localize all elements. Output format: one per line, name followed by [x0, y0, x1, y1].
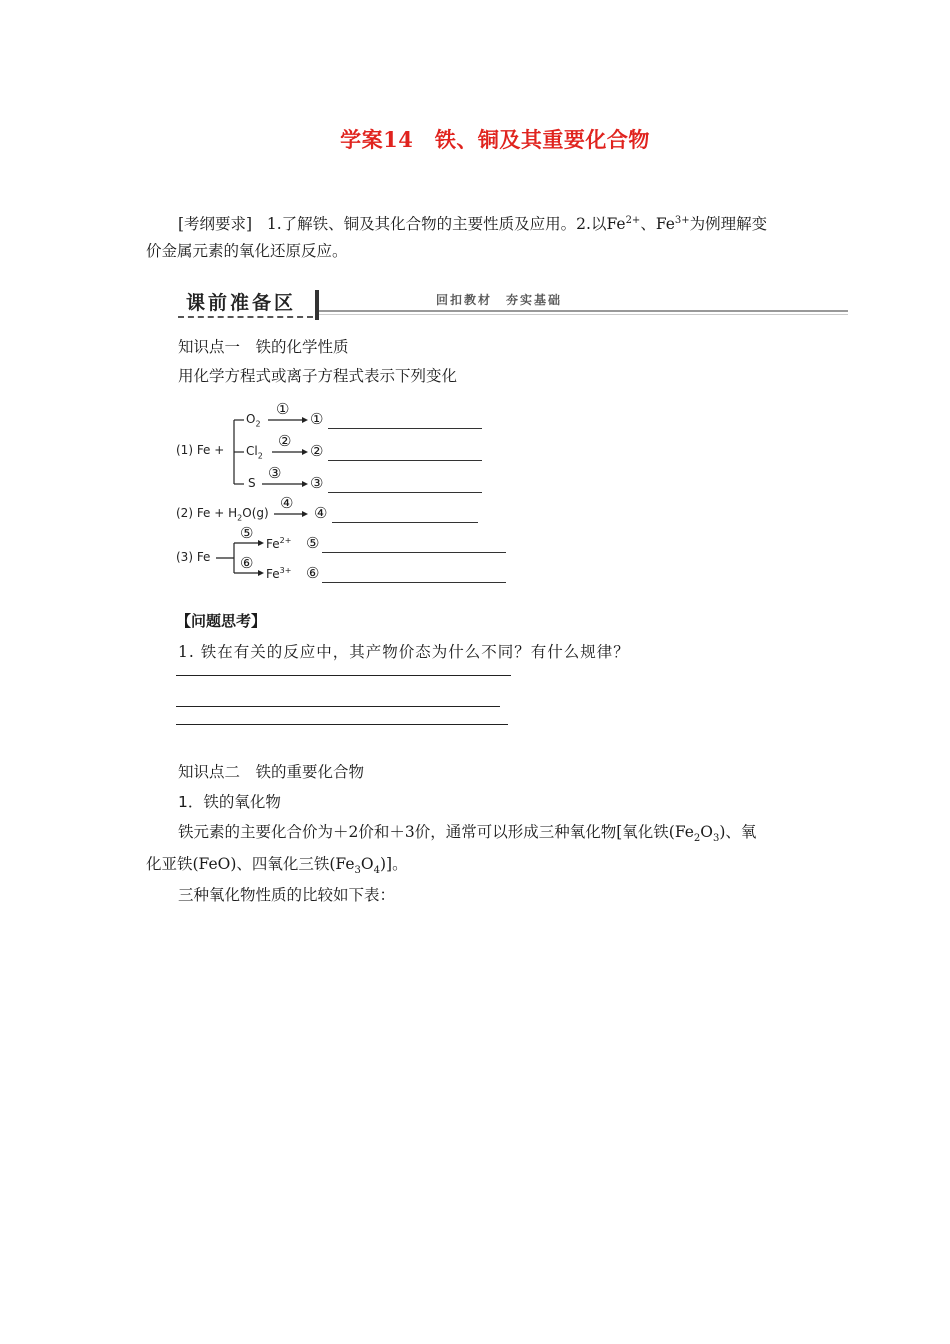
answer-3-marker: ③ [310, 474, 324, 492]
requirements-line-2: 价金属元素的氧化还原反应。 [146, 242, 348, 260]
answer-6-marker: ⑥ [306, 564, 320, 582]
banner-rule-thin [319, 314, 848, 315]
banner-rule [319, 310, 848, 312]
answer-4-marker: ④ [314, 504, 328, 522]
requirements-line-1: [考纲要求] 1.了解铁、铜及其化合物的主要性质及应用。2.以$Fe^{2+}$、$Fe^{3+}$为例理解变 [178, 215, 768, 234]
reagent-s: S [248, 476, 256, 490]
diagram-lines [176, 398, 516, 588]
banner-label: 课前准备区 [178, 288, 313, 318]
question-heading: 【问题思考】 [176, 612, 267, 630]
product-fe3: $Fe^{3+}$ [266, 566, 292, 581]
banner-subtitle: 回扣教材 夯实基础 [436, 293, 563, 307]
arrow-label-2: ② [278, 432, 292, 450]
product-fe2: $Fe^{2+}$ [266, 536, 292, 551]
answer-1-blank[interactable] [328, 428, 482, 429]
answer-1-marker: ① [310, 410, 324, 428]
kp2-paragraph-line-2: 化亚铁(FeO)、四氧化三铁$(Fe_3O_4)$]。 [146, 855, 408, 877]
kp2-heading: 知识点二 铁的重要化合物 [178, 763, 365, 781]
answer-line-3[interactable] [176, 724, 508, 725]
requirements-label: [考纲要求] [178, 215, 253, 234]
reagent-cl2: $Cl_2$ [246, 444, 263, 461]
answer-3-blank[interactable] [328, 492, 482, 493]
arrow-label-5: ⑤ [240, 524, 254, 542]
answer-4-blank[interactable] [332, 522, 478, 523]
arrow-label-4: ④ [280, 494, 294, 512]
kp2-subheading: 1．铁的氧化物 [178, 793, 281, 811]
arrow-label-1: ① [276, 400, 290, 418]
reaction-1-label: (1) Fe + [176, 443, 225, 457]
arrow-label-3: ③ [268, 464, 282, 482]
reaction-2-label: (2) $Fe + H_2O(g)$ [176, 506, 269, 523]
answer-2-marker: ② [310, 442, 324, 460]
reaction-3-label: (3) Fe [176, 550, 211, 564]
page-title: 学案14 铁、铜及其重要化合物 [340, 127, 650, 152]
kp2-paragraph-line-1: 铁元素的主要化合价为＋2价和＋3价，通常可以形成三种氧化物[氧化铁$(Fe_2O_3)$、氧 [178, 823, 757, 845]
kp2-paragraph-line-3: 三种氧化物性质的比较如下表： [178, 886, 396, 904]
kp1-instruction: 用化学方程式或离子方程式表示下列变化 [178, 367, 458, 385]
answer-5-blank[interactable] [322, 552, 506, 553]
reagent-o2: $O_2$ [246, 412, 261, 429]
banner-divider [315, 290, 319, 320]
reaction-diagram [176, 398, 516, 588]
answer-line-2[interactable] [176, 706, 500, 707]
answer-line-1[interactable] [176, 675, 511, 676]
arrow-label-6: ⑥ [240, 554, 254, 572]
answer-2-blank[interactable] [328, 460, 482, 461]
answer-6-blank[interactable] [322, 582, 506, 583]
question-1: 1. 铁在有关的反应中，其产物价态为什么不同？有什么规律？ [178, 643, 630, 661]
section-banner [178, 288, 848, 322]
answer-5-marker: ⑤ [306, 534, 320, 552]
kp1-heading: 知识点一 铁的化学性质 [178, 338, 349, 356]
